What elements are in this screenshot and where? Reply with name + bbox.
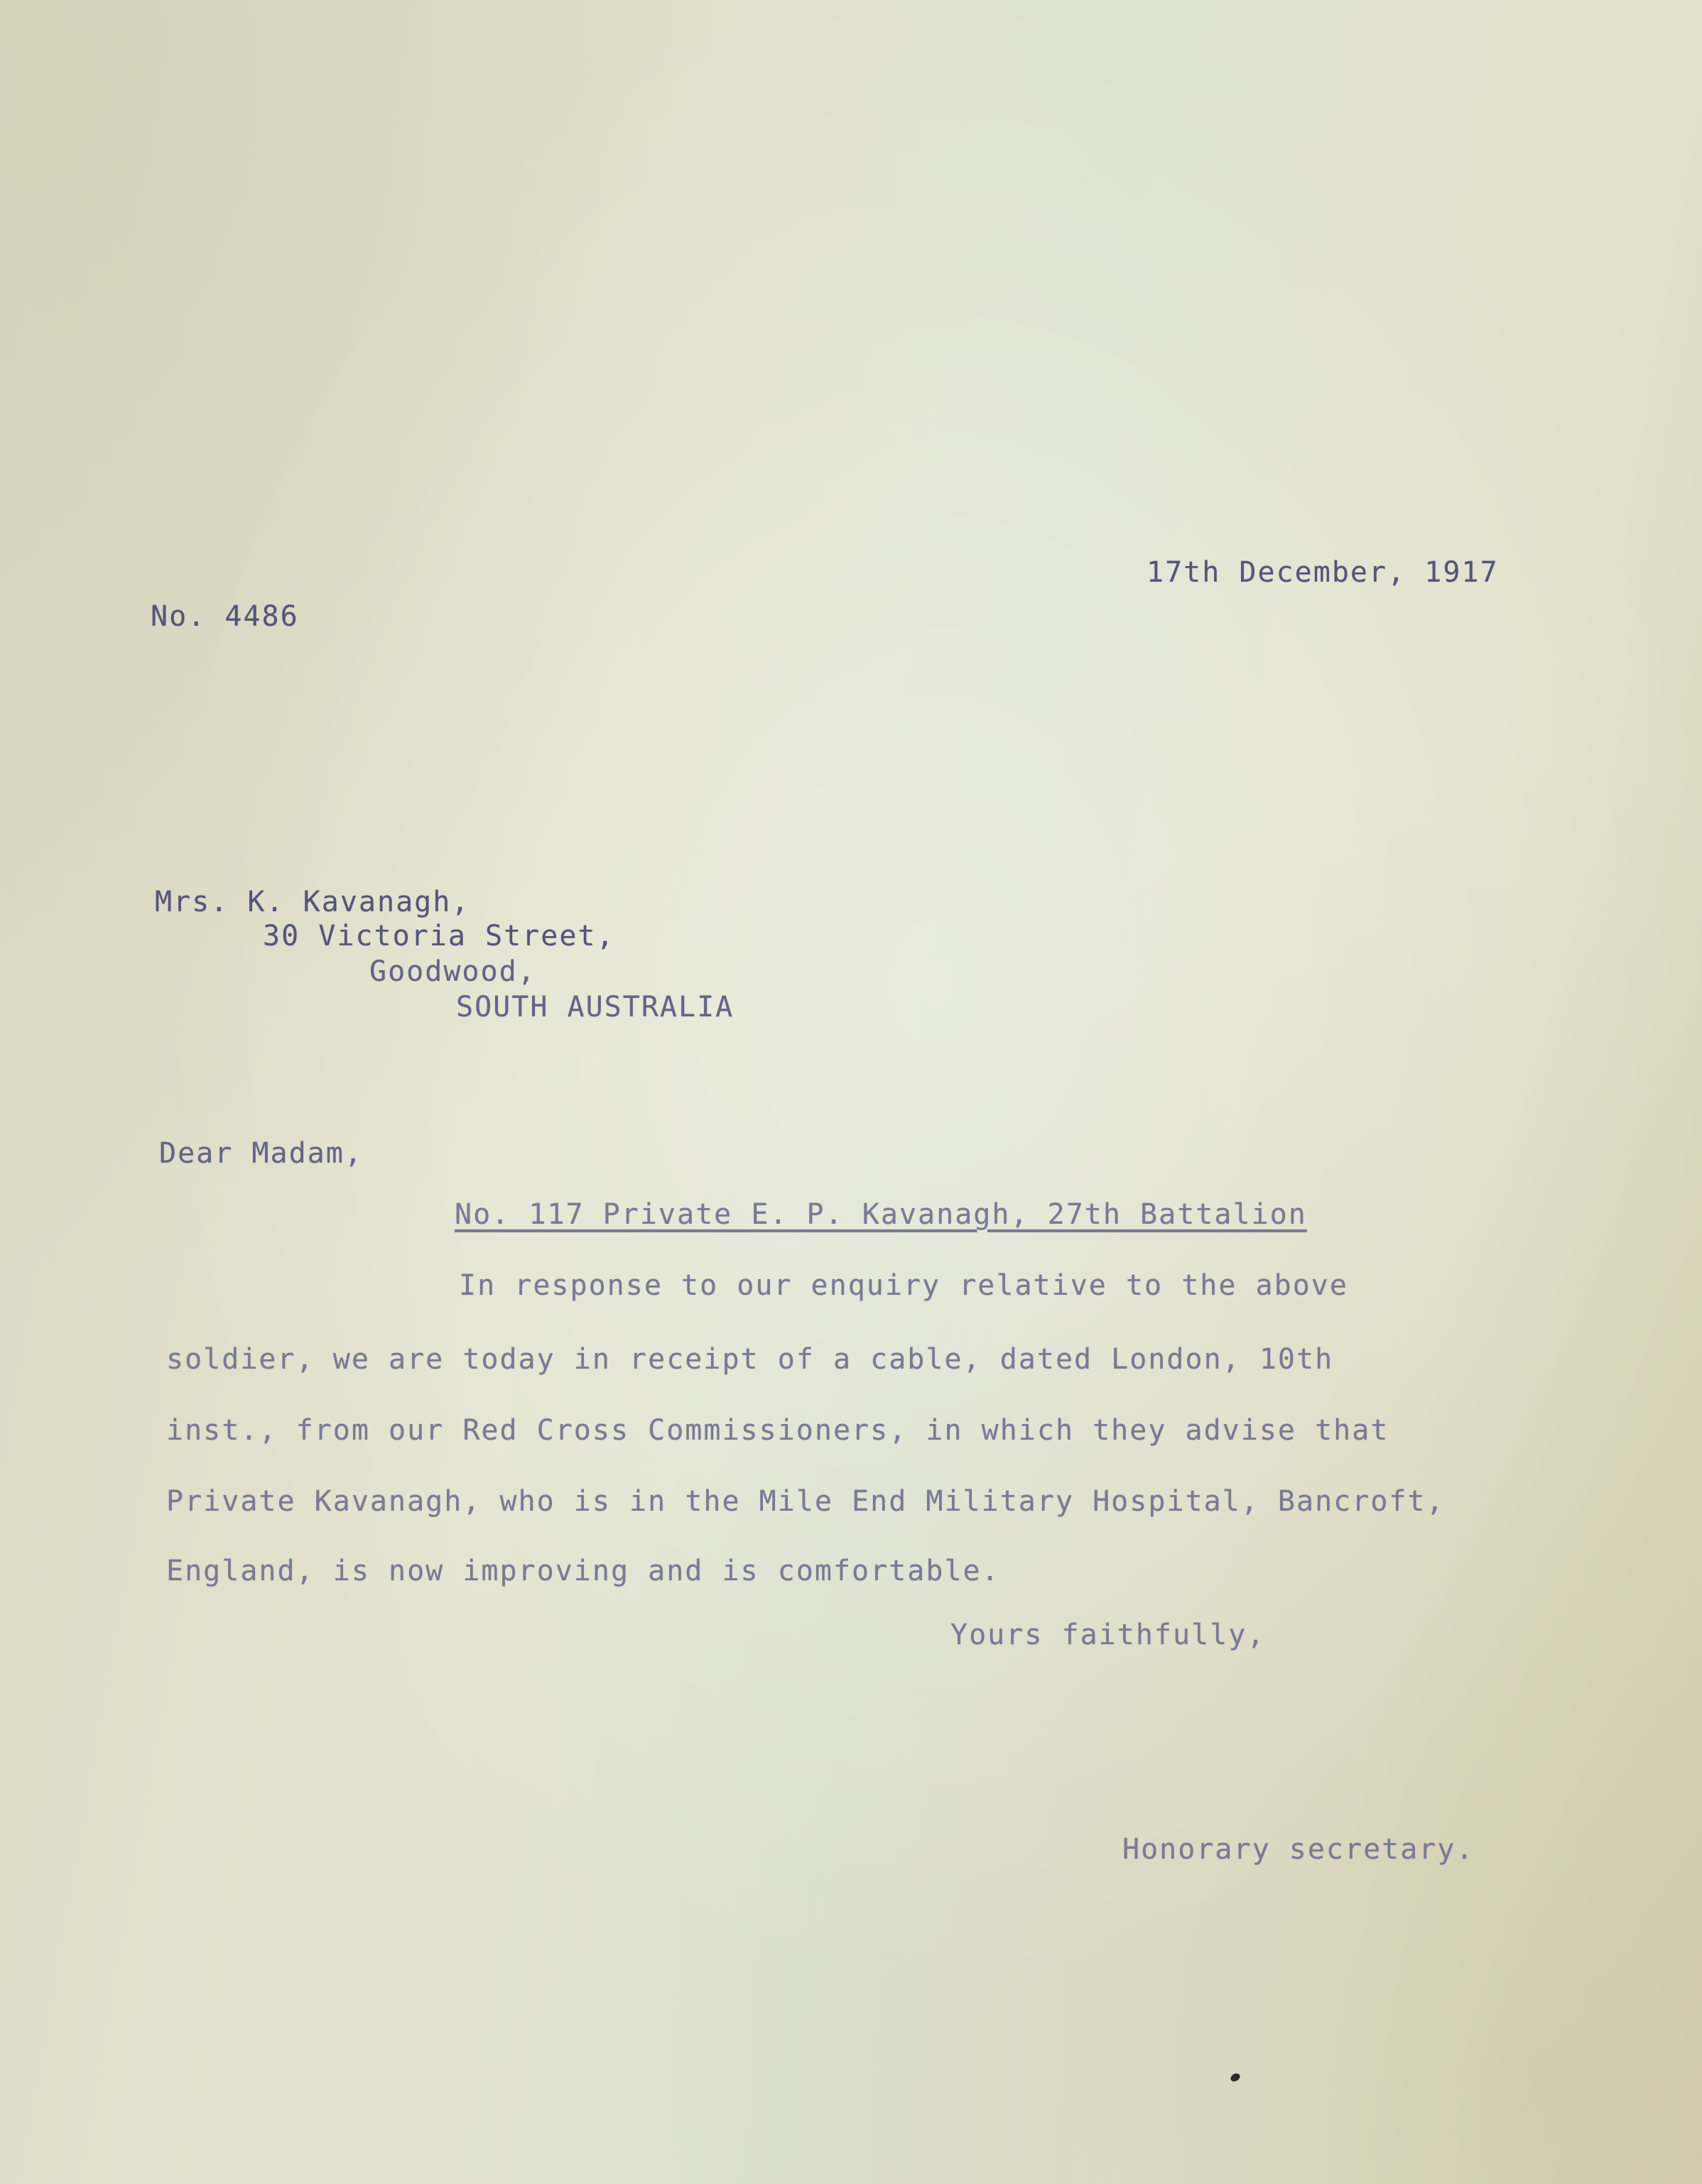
- subject-line: No. 117 Private E. P. Kavanagh, 27th Battalion: [455, 1198, 1307, 1231]
- body-line: soldier, we are today in receipt of a cable, dated London, 10th: [166, 1343, 1334, 1376]
- reference-number: No. 4486: [151, 600, 299, 633]
- body-line: Private Kavanagh, who is in the Mile End Military Hospital, Bancroft,: [166, 1485, 1445, 1518]
- letter-date: 17th December, 1917: [1147, 556, 1499, 589]
- body-line: England, is now improving and is comfortable.: [166, 1555, 1000, 1587]
- closing: Yours faithfully,: [950, 1619, 1266, 1651]
- signatory-title: Honorary secretary.: [1122, 1833, 1475, 1866]
- body-line: In response to our enquiry relative to the above: [459, 1269, 1348, 1302]
- addressee-state: SOUTH AUSTRALIA: [456, 991, 735, 1023]
- addressee-street: 30 Victoria Street,: [263, 920, 615, 952]
- salutation: Dear Madam,: [159, 1137, 363, 1170]
- addressee-suburb: Goodwood,: [369, 955, 536, 988]
- body-line: inst., from our Red Cross Commissioners, in which they advise that: [166, 1414, 1389, 1447]
- addressee-name: Mrs. K. Kavanagh,: [155, 886, 470, 918]
- ink-mark: [1229, 2072, 1241, 2083]
